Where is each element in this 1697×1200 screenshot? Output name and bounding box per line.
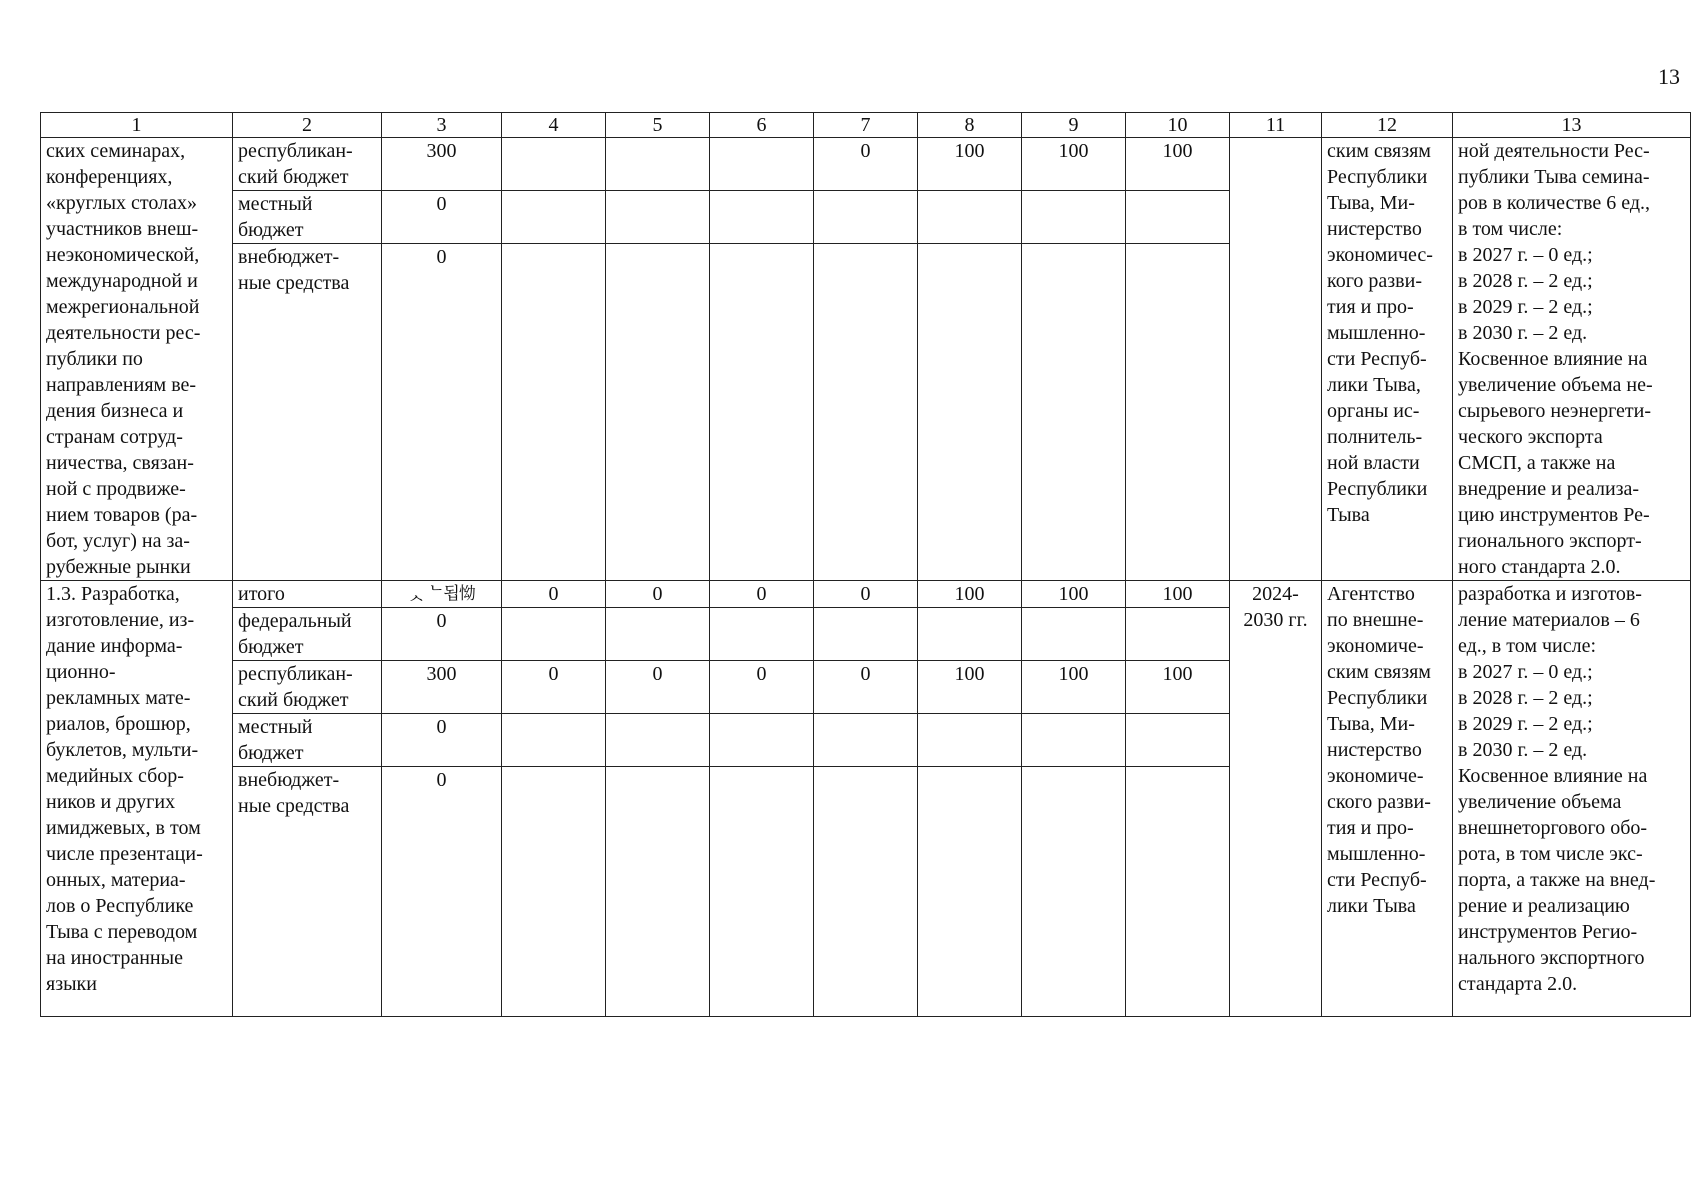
funding-source: республикан- ский бюджет — [233, 138, 382, 191]
amount-cell: 0 — [606, 661, 710, 714]
column-header: 4 — [502, 113, 606, 138]
amount-cell — [1126, 714, 1230, 767]
column-header: 10 — [1126, 113, 1230, 138]
amount-cell: 0 — [382, 767, 502, 1017]
amount-cell — [606, 767, 710, 1017]
amount-cell — [814, 714, 918, 767]
activity-description: ских семинарах, конференциях, «круглых столах» участников внеш- неэкономической, международной и межрегиональной деятельности рес- публики по направлениям ве- дения бизнеса и странам сотруд- ничества, связан- ной с продвиже- нием товаров (ра- бот, услуг) на за- рубежные рынки — [41, 138, 233, 581]
amount-cell: 100 — [1126, 138, 1230, 191]
amount-cell — [502, 191, 606, 244]
page-number: 13 — [1658, 64, 1680, 89]
amount-cell — [1022, 244, 1126, 581]
amount-cell: 0 — [814, 138, 918, 191]
amount-cell — [606, 244, 710, 581]
amount-cell: 0 — [814, 581, 918, 608]
amount-cell: 0 — [502, 581, 606, 608]
amount-cell — [710, 608, 814, 661]
amount-cell — [710, 767, 814, 1017]
amount-cell — [1126, 191, 1230, 244]
funding-source: внебюджет- ные средства — [233, 244, 382, 581]
expected-result: ной деятельности Рес- публики Тыва семина- ров в количестве 6 ед., в том числе: в 2027 г. – 0 ед.; в 2028 г. – 2 ед.; в 2029 г. – 2 ед.; в 2030 г. – 2 ед. Косвенное влияние на увеличение объема не- сырьевого неэнергети- ческого экспорта СМСП, а также на внедрение и реализа- цию инструментов Ре- гионального экспорт- ного стандарта 2.0. — [1453, 138, 1691, 581]
amount-cell — [1022, 608, 1126, 661]
amount-cell: ᆺ ᄂ됩怮 — [382, 581, 502, 608]
amount-cell — [1126, 244, 1230, 581]
amount-cell: 0 — [710, 581, 814, 608]
amount-cell: 0 — [382, 191, 502, 244]
amount-cell: 0 — [382, 608, 502, 661]
responsible-executor: ским связям Республики Тыва, Ми- нистерство экономичес- кого разви- тия и про- мышленно- сти Респуб- лики Тыва, органы ис- полнитель- ной власти Республики Тыва — [1322, 138, 1453, 581]
amount-cell — [710, 244, 814, 581]
column-header: 11 — [1230, 113, 1322, 138]
amount-cell — [710, 714, 814, 767]
column-header: 7 — [814, 113, 918, 138]
amount-cell — [1126, 767, 1230, 1017]
amount-cell — [814, 767, 918, 1017]
implementation-period: 2024- 2030 гг. — [1230, 581, 1322, 1017]
column-number-row — [41, 113, 1691, 138]
column-header: 9 — [1022, 113, 1126, 138]
amount-cell: 100 — [918, 138, 1022, 191]
amount-cell — [918, 191, 1022, 244]
amount-cell: 100 — [918, 581, 1022, 608]
funding-source: местный бюджет — [233, 191, 382, 244]
amount-cell: 100 — [1126, 661, 1230, 714]
amount-cell — [918, 714, 1022, 767]
amount-cell: 300 — [382, 661, 502, 714]
funding-source: федеральный бюджет — [233, 608, 382, 661]
funding-source: итого — [233, 581, 382, 608]
amount-cell — [502, 138, 606, 191]
column-header: 12 — [1322, 113, 1453, 138]
amount-cell — [606, 608, 710, 661]
amount-cell — [1126, 608, 1230, 661]
amount-cell: 0 — [382, 244, 502, 581]
amount-cell: 0 — [710, 661, 814, 714]
amount-cell: 0 — [502, 661, 606, 714]
amount-cell — [918, 608, 1022, 661]
activity-description: 1.3. Разработка, изготовление, из- дание информа- ционно- рекламных мате- риалов, брошюр, буклетов, мульти- медийных сбор- ников и других имиджевых, в том числе презентаци- онных, материа- лов о Республике Тыва с переводом на иностранные языки — [41, 581, 233, 1017]
amount-cell: 300 — [382, 138, 502, 191]
amount-cell — [502, 608, 606, 661]
amount-cell — [1022, 767, 1126, 1017]
amount-cell: 100 — [918, 661, 1022, 714]
funding-source: местный бюджет — [233, 714, 382, 767]
program-activities-table — [40, 112, 1691, 1017]
implementation-period — [1230, 138, 1322, 581]
amount-cell — [710, 191, 814, 244]
expected-result: разработка и изготов- ление материалов – 6 ед., в том числе: в 2027 г. – 0 ед.; в 2028 г. – 2 ед.; в 2029 г. – 2 ед.; в 2030 г. – 2 ед. Косвенное влияние на увеличение объема внешнеторгового обо- рота, в том числе экс- порта, а также на внед- рение и реализацию инструментов Регио- нального экспортного стандарта 2.0. — [1453, 581, 1691, 1017]
amount-cell: 0 — [382, 714, 502, 767]
amount-cell — [1022, 191, 1126, 244]
column-header: 3 — [382, 113, 502, 138]
column-header: 6 — [710, 113, 814, 138]
amount-cell: 0 — [606, 581, 710, 608]
column-header: 8 — [918, 113, 1022, 138]
amount-cell — [502, 714, 606, 767]
amount-cell — [606, 138, 710, 191]
column-header: 2 — [233, 113, 382, 138]
responsible-executor: Агентство по внешне- экономиче- ским связям Республики Тыва, Ми- нистерство экономиче- ского разви- тия и про- мышленно- сти Респуб- лики Тыва — [1322, 581, 1453, 1017]
amount-cell — [606, 714, 710, 767]
amount-cell: 100 — [1022, 581, 1126, 608]
column-header: 13 — [1453, 113, 1691, 138]
column-header: 1 — [41, 113, 233, 138]
funding-source: республикан- ский бюджет — [233, 661, 382, 714]
funding-source: внебюджет- ные средства — [233, 767, 382, 1017]
amount-cell: 100 — [1126, 581, 1230, 608]
amount-cell — [814, 608, 918, 661]
table-row — [41, 581, 1691, 608]
amount-cell: 0 — [814, 661, 918, 714]
amount-cell: 100 — [1022, 138, 1126, 191]
amount-cell — [1022, 714, 1126, 767]
amount-cell — [814, 244, 918, 581]
amount-cell — [606, 191, 710, 244]
amount-cell — [814, 191, 918, 244]
amount-cell — [918, 244, 1022, 581]
amount-cell — [918, 767, 1022, 1017]
amount-cell — [502, 244, 606, 581]
amount-cell — [502, 767, 606, 1017]
table-row — [41, 138, 1691, 191]
column-header: 5 — [606, 113, 710, 138]
amount-cell: 100 — [1022, 661, 1126, 714]
amount-cell — [710, 138, 814, 191]
